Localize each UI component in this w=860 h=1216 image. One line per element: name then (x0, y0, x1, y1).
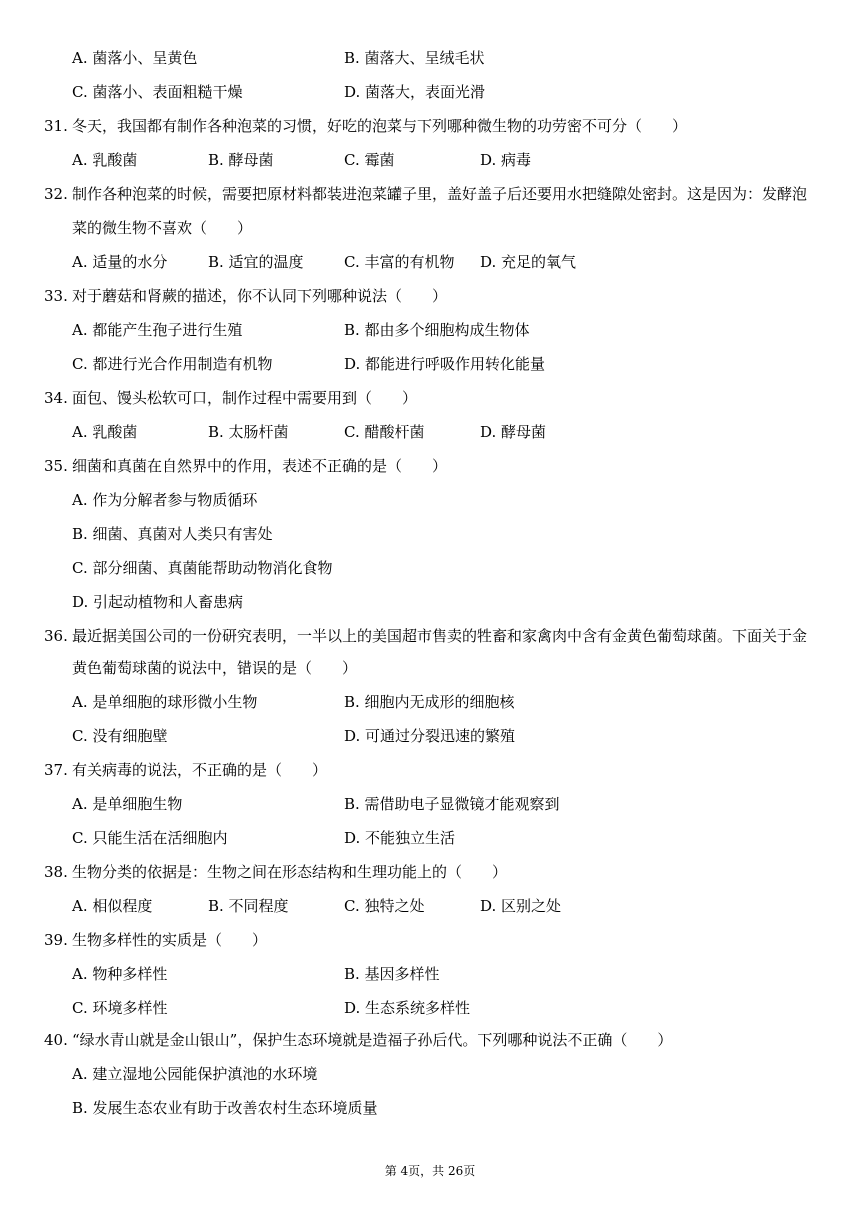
question-text: 对于蘑菇和肾蕨的描述，你不认同下列哪种说法（ ） (72, 287, 448, 305)
page-footer: 第 4页，共 26页 (384, 1164, 476, 1178)
option-d: D. 生态系统多样性 (344, 999, 471, 1017)
option-a: A. 物种多样性 (72, 965, 168, 983)
option-c: C. 部分细菌、真菌能帮助动物消化食物 (72, 559, 333, 577)
option-c: C. 环境多样性 (72, 999, 168, 1017)
question-number: 40. (44, 1031, 68, 1049)
option-a: A. 菌落小、呈黄色 (72, 49, 198, 67)
question-text: 最近据美国公司的一份研究表明，一半以上的美国超市售卖的牲畜和家禽肉中含有金黄色葡萄球菌。下面关于金 (72, 627, 808, 645)
option-b: B. 菌落大、呈绒毛状 (344, 49, 485, 67)
option-b: B. 细菌、真菌对人类只有害处 (72, 525, 273, 543)
question-number: 36. (44, 627, 68, 645)
question-number: 33. (44, 287, 68, 305)
option-a: A. 建立湿地公园能保护滇池的水环境 (72, 1065, 318, 1083)
option-a: A. 乳酸菌 (72, 151, 138, 169)
question-text: 有关病毒的说法，不正确的是（ ） (72, 761, 328, 779)
option-b: B. 都由多个细胞构成生物体 (344, 321, 530, 339)
option-d: D. 可通过分裂迅速的繁殖 (344, 727, 516, 745)
option-c: C. 霉菌 (344, 151, 395, 169)
option-d: D. 菌落大，表面光滑 (344, 83, 486, 101)
option-a: A. 相似程度 (72, 897, 153, 915)
option-d: D. 区别之处 (480, 897, 562, 915)
option-c: C. 醋酸杆菌 (344, 423, 425, 441)
option-d: D. 引起动植物和人畜患病 (72, 593, 244, 611)
option-c: C. 独特之处 (344, 897, 425, 915)
option-a: A. 是单细胞生物 (72, 795, 183, 813)
option-b: B. 发展生态农业有助于改善农村生态环境质量 (72, 1099, 378, 1117)
option-b: B. 适宜的温度 (208, 253, 304, 271)
question-number: 37. (44, 761, 68, 779)
question-text-continued: 菜的微生物不喜欢（ ） (72, 219, 253, 237)
option-a: A. 都能产生孢子进行生殖 (72, 321, 243, 339)
question-number: 39. (44, 931, 68, 949)
option-a: A. 适量的水分 (72, 253, 168, 271)
option-c: C. 菌落小、表面粗糙干燥 (72, 83, 243, 101)
option-b: B. 不同程度 (208, 897, 289, 915)
option-b: B. 基因多样性 (344, 965, 440, 983)
option-d: D. 酵母菌 (480, 423, 547, 441)
question-text: 细菌和真菌在自然界中的作用，表述不正确的是（ ） (72, 457, 448, 475)
question-number: 35. (44, 457, 68, 475)
question-text: 生物多样性的实质是（ ） (72, 931, 268, 949)
option-d: D. 病毒 (480, 151, 532, 169)
option-a: A. 乳酸菌 (72, 423, 138, 441)
option-b: B. 需借助电子显微镜才能观察到 (344, 795, 560, 813)
option-d: D. 不能独立生活 (344, 829, 456, 847)
question-text: 冬天，我国都有制作各种泡菜的习惯，好吃的泡菜与下列哪种微生物的功劳密不可分（ ） (72, 117, 688, 135)
question-number: 32. (44, 185, 68, 203)
question-text: 面包、馒头松软可口，制作过程中需要用到（ ） (72, 389, 418, 407)
option-d: D. 充足的氧气 (480, 253, 577, 271)
question-text: “绿水青山就是金山银山”，保护生态环境就是造福子孙后代。下列哪种说法不正确（ ） (72, 1031, 673, 1049)
option-d: D. 都能进行呼吸作用转化能量 (344, 355, 546, 373)
question-number: 38. (44, 863, 68, 881)
question-text-continued: 黄色葡萄球菌的说法中，错误的是（ ） (72, 659, 358, 677)
option-b: B. 细胞内无成形的细胞核 (344, 693, 515, 711)
option-c: C. 只能生活在活细胞内 (72, 829, 228, 847)
option-a: A. 作为分解者参与物质循环 (72, 491, 258, 509)
option-c: C. 都进行光合作用制造有机物 (72, 355, 273, 373)
option-b: B. 酵母菌 (208, 151, 274, 169)
question-number: 31. (44, 117, 68, 135)
question-number: 34. (44, 389, 68, 407)
option-b: B. 太肠杆菌 (208, 423, 289, 441)
option-a: A. 是单细胞的球形微小生物 (72, 693, 258, 711)
option-c: C. 丰富的有机物 (344, 253, 455, 271)
question-text: 制作各种泡菜的时候，需要把原材料都装进泡菜罐子里，盖好盖子后还要用水把缝隙处密封。这是因为：发酵泡 (72, 185, 808, 203)
question-text: 生物分类的依据是：生物之间在形态结构和生理功能上的（ ） (72, 863, 508, 881)
option-c: C. 没有细胞壁 (72, 727, 168, 745)
